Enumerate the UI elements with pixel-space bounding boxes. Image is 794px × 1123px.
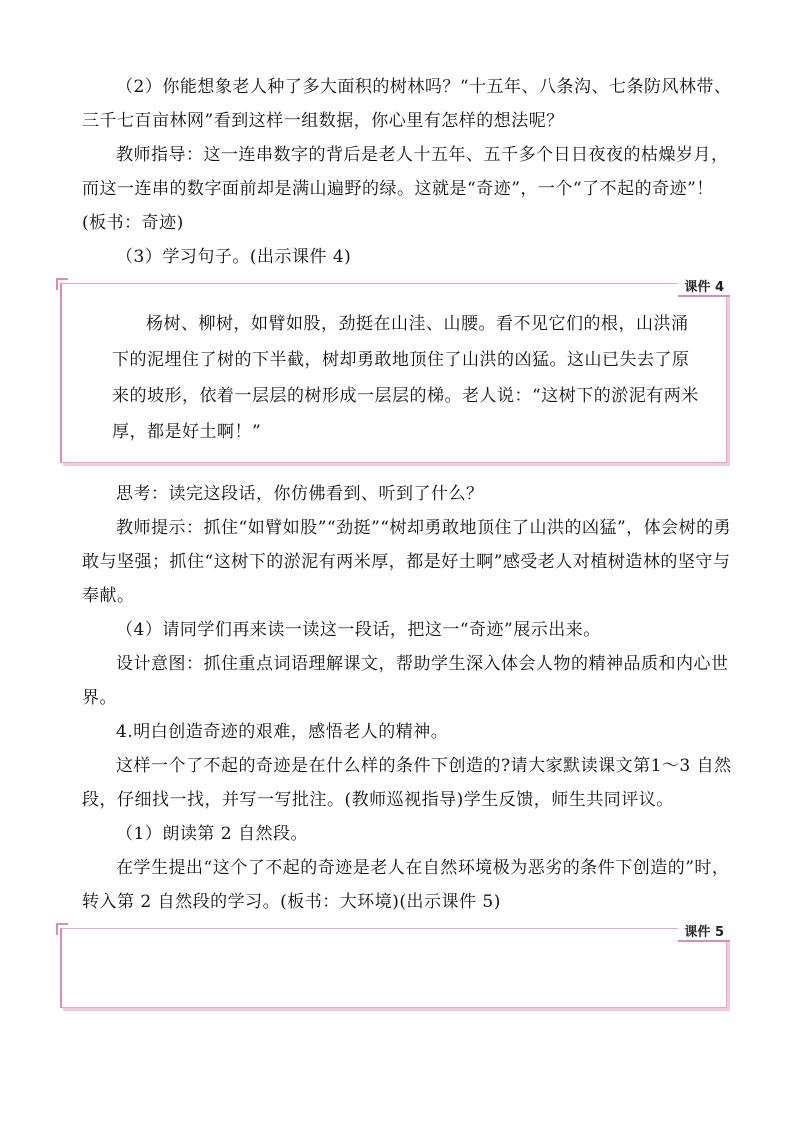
corner-decoration — [56, 278, 68, 290]
paragraph-teacher-hint: 教师提示：抓住“如臂如股”“劲挺”“树却勇敢地顶住了山洪的凶猛”，体会树的勇敢与坚强；抓住“这树下的淤泥有两米厚，都是好土啊”感受老人对植树造林的坚守与奉献。 — [82, 518, 732, 606]
paragraph-read-2: （1）朗读第 2 自然段。 — [116, 824, 308, 844]
paragraph-design-intent: 设计意图：抓住重点词语理解课文，帮助学生深入体会人物的精神品质和内心世界。 — [82, 654, 729, 708]
paragraph-task: 这样一个了不起的奇迹是在什么样的条件下创造的?请大家默读课文第1～3 自然段，仔细找一找，并写一写批注。(教师巡视指导)学生反馈，师生共同评议。 — [82, 756, 732, 810]
courseware-box-5 — [60, 925, 727, 1008]
paragraph-think: 思考：读完这段话，你仿佛看到、听到了什么？ — [116, 484, 484, 504]
courseware-text-4: 杨树、柳树，如臂如股，劲挺在山洼、山腰。看不见它们的根，山洪涌下的泥埋住了树的下半截，树却勇敢地顶住了山洪的凶猛。这山已失去了原来的坡形，依着一层层的树形成一层层的梯。老人说：“这树下的淤泥有两米厚，都是好土啊！” — [112, 314, 699, 442]
paragraph-question-4: （4）请同学们再来读一读这一段话，把这一“奇迹”展示出来。 — [116, 620, 601, 640]
courseware-tag-4: 课件 4 — [678, 276, 730, 297]
corner-decoration — [56, 923, 68, 935]
paragraph-transition: 在学生提出“这个了不起的奇迹是老人在自然环境极为恶劣的条件下创造的”时，转入第 2 自然段的学习。(板书：大环境)(出示课件 5) — [82, 858, 730, 912]
document-body — [82, 70, 732, 1022]
paragraph-question-2: （2）你能想象老人种了多大面积的树林吗？“十五年、八条沟、七条防风林带、三千七百亩林网”看到这样一组数据，你心里有怎样的想法呢？ — [82, 77, 732, 131]
paragraph-teacher-guide: 教师指导：这一连串数字的背后是老人十五年、五千多个日日夜夜的枯燥岁月，而这一连串的数字面前却是满山遍野的绿。这就是“奇迹”，一个“了不起的奇迹”！(板书：奇迹) — [82, 145, 729, 233]
paragraph-section-4: 4.明白创造奇迹的艰难，感悟老人的精神。 — [116, 722, 449, 742]
paragraph-question-3: （3）学习句子。(出示课件 4) — [116, 247, 352, 267]
courseware-box-4 — [60, 280, 727, 463]
courseware-tag-5: 课件 5 — [678, 921, 730, 942]
